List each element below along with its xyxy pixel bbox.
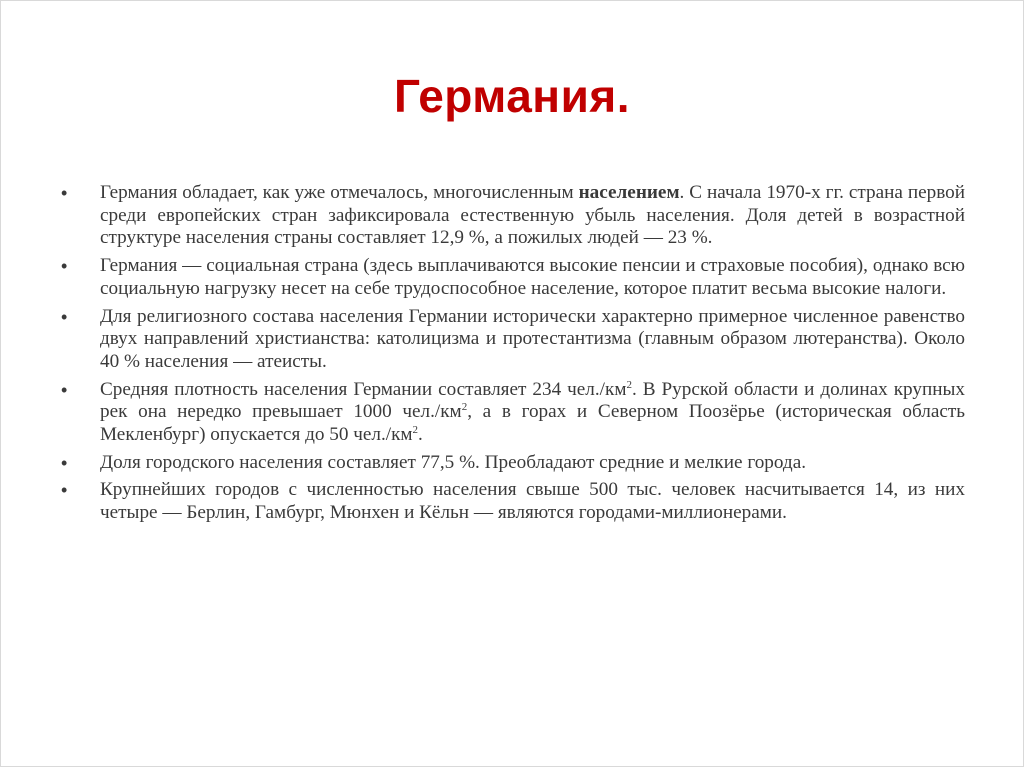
bullet-item-population [59, 182, 965, 250]
bullet-text-bold: населением [578, 182, 680, 203]
bullet-item-religion [59, 306, 965, 374]
bullet-text-part: . [418, 424, 423, 446]
bullet-text: Германия — социальная страна (здесь выплачиваются высокие пенсии и страховые пособия), однако всю социальную нагрузку несет на себе трудоспособное население, которое платит весьма высокие налоги. [100, 255, 965, 299]
bullet-item-urban [59, 452, 965, 475]
bullet-icon: • [61, 256, 68, 277]
slide-title: Германия. [393, 70, 630, 122]
bullet-text: Доля городского населения составляет 77,5 %. Преобладают средние и мелкие города. [100, 451, 807, 473]
bullet-item-social [59, 255, 965, 300]
bullet-list [59, 182, 965, 530]
bullet-text [100, 379, 965, 445]
bullet-text [100, 182, 965, 248]
bullet-text-part: Германия обладает, как уже отмечалось, многочисленным [100, 182, 579, 203]
bullet-icon: • [61, 306, 68, 327]
bullet-item-cities [59, 479, 965, 524]
bullet-text: Для религиозного состава населения Германии исторически характерно примерное численное равенство двух направлений христианства: католицизма и протестантизма (главным образом лютеранства). Около 40 % населения — атеисты. [100, 305, 965, 372]
bullet-text: Крупнейших городов с численностью населения свыше 500 тыс. человек насчитывается 14, из них четыре — Берлин, Гамбург, Мюнхен и Кёльн — являются городами-миллионерами. [100, 479, 965, 524]
bullet-text-part: . В Рурской области и долинах крупных рек она нередко превышает 1000 чел./км [100, 378, 965, 423]
bullet-text-part: . С начала 1970-х гг. страна первой среди европейских стран зафиксировала естественную убыль населения. Доля детей в возрастной структуре населения страны составляет 12,9 %, а пожилых людей — 23 %. [100, 182, 965, 249]
superscript: 2 [461, 401, 468, 414]
bullet-item-density [59, 379, 965, 447]
bullet-text-part: , а в горах и Северном Поозёрье (историческая область Мекленбург) опускается до 50 чел./км [100, 401, 965, 446]
bullet-text-part: Средняя плотность населения Германии составляет 234 чел./км [100, 378, 627, 400]
bullet-icon: • [61, 452, 68, 473]
bullet-icon: • [61, 480, 68, 501]
bullet-icon: • [61, 379, 68, 400]
superscript: 2 [412, 424, 419, 437]
superscript: 2 [626, 378, 632, 391]
bullet-icon: • [61, 183, 68, 203]
